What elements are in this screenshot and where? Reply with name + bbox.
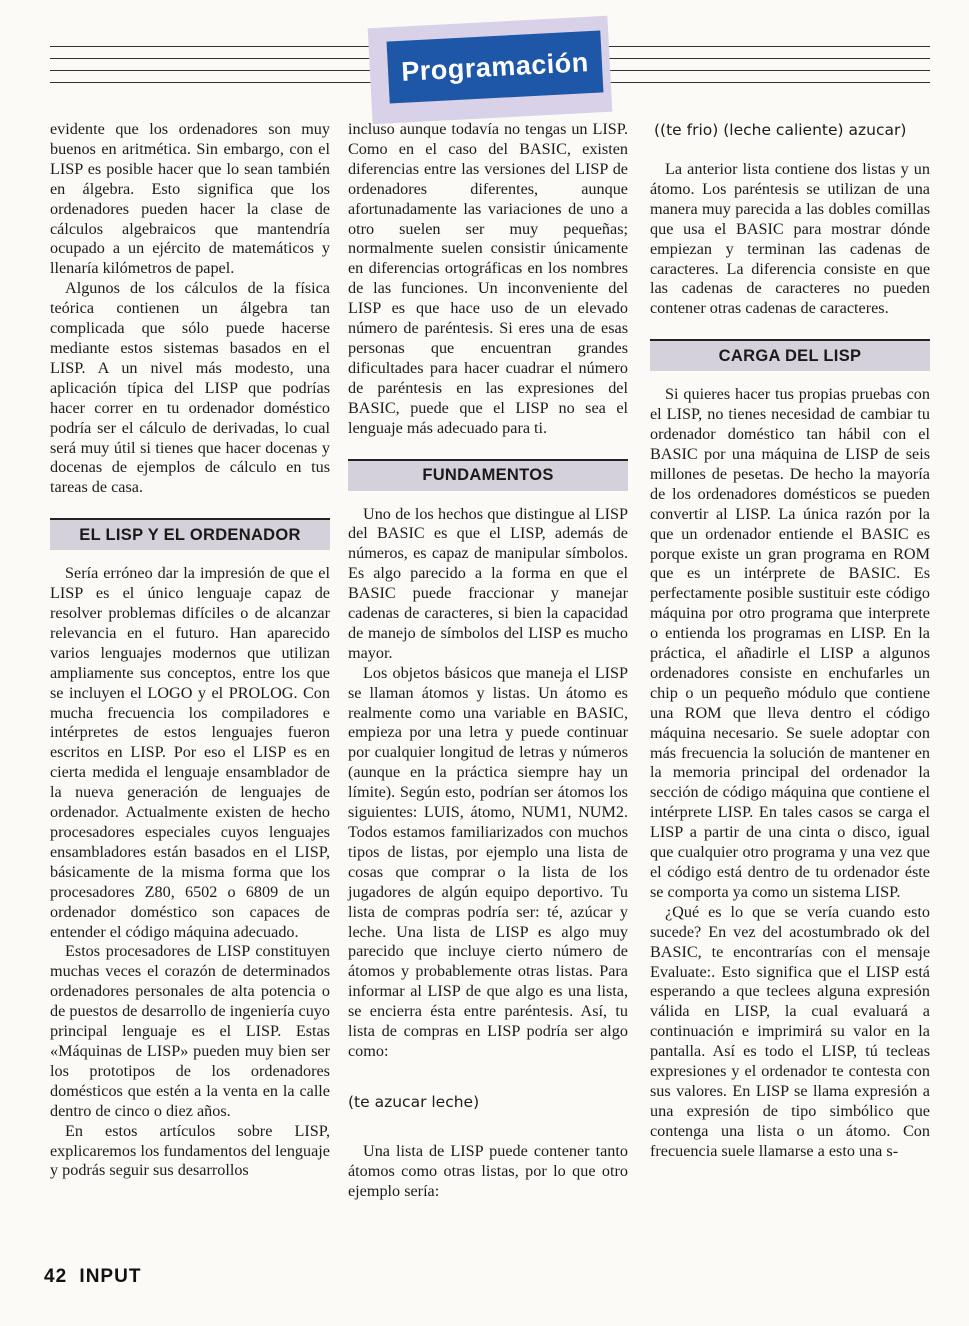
column-2	[348, 120, 628, 1202]
section-heading-lisp-ordenador: EL LISP Y EL ORDENADOR	[50, 518, 330, 550]
section-title: Programación	[400, 46, 590, 87]
section-banner	[387, 30, 604, 103]
paragraph: La anterior lista contiene dos listas y un átomo. Los paréntesis se utilizan de una manera muy parecida a las dobles comillas que usa el BASIC para mostrar dónde empiezan y terminan las cadenas de caracteres. La diferencia consiste en que las cadenas de caracteres no pueden contener otras cadenas de caracteres.	[650, 160, 930, 318]
code-example-list: (te azucar leche)	[348, 1092, 480, 1111]
paragraph: Estos procesadores de LISP constituyen muchas veces el corazón de determinados ordenadores personales de alta potencia o de puestos de desarrollo de ingeniería cuyo principal lenguaje es el LISP. Estas «Máquinas de LISP» pueden muy bien ser los prototipos de los ordenadores domésticos que estén a la venta en la calle dentro de cinco o diez años.	[50, 942, 330, 1120]
section-heading-fundamentos: FUNDAMENTOS	[348, 459, 628, 491]
column-1	[50, 120, 330, 1181]
magazine-name: INPUT	[79, 1266, 142, 1287]
paragraph: Uno de los hechos que distingue al LISP del BASIC es que el LISP, además de números, es capaz de manipular símbolos. Es algo parecido a la forma en que el BASIC puede fraccionar y manejar cadenas de caracteres, si bien la capacidad de manejo de símbolos del LISP es mucho mayor.	[348, 504, 628, 662]
column-3	[650, 120, 930, 1162]
paragraph: evidente que los ordenadores son muy buenos en aritmética. Sin embargo, con el LISP es posible hacer que lo sean también en álgebra. Esto significa que los ordenadores pueden hacer la clase de cálculos algebraicos que mantendría ocupado a un ejército de matemáticos y llenaría kilómetros de papel.	[50, 120, 330, 278]
page-footer	[44, 1266, 141, 1288]
paragraph: Algunos de los cálculos de la física teórica contienen un álgebra tan complicada que sólo puede hacerse mediante estos sistemas basados en el LISP. A un nivel más modesto, una aplicación típica del LISP que podrías hacer correr en tu ordenador doméstico podría ser el cálculo de derivadas, lo cual será muy útil si tienes que hacer docenas y docenas de ejemplos de cálculo en tus tareas de casa.	[50, 279, 330, 497]
header-rules-left	[50, 40, 380, 100]
paragraph: Una lista de LISP puede contener tanto átomos como otras listas, por lo que otro ejemplo sería:	[348, 1141, 628, 1200]
page-number: 42	[44, 1266, 68, 1287]
header-rules-right	[600, 40, 930, 100]
paragraph: En estos artículos sobre LISP, explicaremos los fundamentos del lenguaje y podrás seguir sus desarrollos	[50, 1121, 330, 1180]
paragraph: Si quieres hacer tus propias pruebas con el LISP, no tienes necesidad de cambiar tu ordenador doméstico tan hábil con el BASIC por una máquina de LISP de seis millones de pesetas. De hecho la mayoría de los ordenadores domésticos se pueden convertir al LISP. La única razón por la que un ordenador entiende el BASIC es porque existe un gran programa en ROM que es un intérprete de BASIC. Es perfectamente posible sustituir este código máquina por otro programa que interprete o entienda los programas en LISP. En la práctica, el añadirle el LISP a algunos ordenadores consiste en enchufarles un chip o un pequeño módulo que contiene una ROM que lleva dentro el código máquina necesario. Se suele adoptar con más frecuencia la solución de mantener en la memoria principal del ordenador la sección de código máquina que contiene el intérprete LISP. En tales casos se carga el LISP a partir de una cinta o disco, igual que cualquier otro programa y una vez que el código está dentro de tu ordenador éste se comporta ya como un sistema LISP.	[650, 385, 930, 901]
paragraph: Sería erróneo dar la impresión de que el LISP es el único lenguaje capaz de resolver problemas difíciles o de alcanzar relevancia en el futuro. Han aparecido varios lenguajes modernos que utilizan ampliamente sus conceptos, entre los que se incluyen el LOGO y el PROLOG. Con mucha frecuencia los compiladores e intérpretes de estos lenguajes fueron escritos en LISP. Por eso el LISP es en cierta medida el lenguaje ensamblador de la nueva generación de lenguajes de ordenador. Actualmente existen de hecho procesadores especiales cuyos lenguajes ensambladores están basados en el LISP, básicamente de la misma forma que los procesadores Z80, 6502 o 6809 de un ordenador doméstico son capaces de entender el código máquina adecuado.	[50, 564, 330, 941]
section-heading-carga-lisp: CARGA DEL LISP	[650, 339, 930, 371]
paragraph: ¿Qué es lo que se vería cuando esto sucede? En vez del acostumbrado ok del BASIC, te encontrarías con el mensaje Evaluate:. Esto significa que el LISP está esperando a que teclees alguna expresión válida en LISP, la cual evaluará a continuación e imprimirá su valor en la pantalla. Así es todo el LISP, tú tecleas expresiones y el ordenador te contesta con sus valores. En LISP se llama expresión a una expresión de tipo simbólico que contenga una lista o un átomo. Con frecuencia suele llamarse a esto una s-	[650, 902, 930, 1160]
code-example-nested-list: ((te frio) (leche caliente) azucar)	[654, 121, 907, 139]
paragraph: Los objetos básicos que maneja el LISP se llaman átomos y listas. Un átomo es realmente como una variable en BASIC, empieza por una letra y puede continuar por cualquier longitud de letras y números (aunque en la práctica siempre hay un límite). Según esto, podrían ser átomos los siguientes: LUIS, átomo, NUM1, NUM2. Todos estamos familiarizados con muchos tipos de listas, por ejemplo una lista de cosas que comprar o la lista de los jugadores de algún equipo deportivo. Tu lista de compras podría ser: té, azúcar y leche. Una lista de LISP es algo muy parecido que incluye cierto número de átomos y probablemente otras listas. Para informar al LISP de que algo es una lista, se encierra ésta entre paréntesis. Así, tu lista de compras en LISP podría ser algo como:	[348, 663, 628, 1060]
paragraph: incluso aunque todavía no tengas un LISP. Como en el caso del BASIC, existen diferencias entre las versiones del LISP de ordenadores diferentes, aunque afortunadamente las variaciones de uno a otro suelen ser muy pequeñas; normalmente suelen consistir únicamente en diferencias ortográficas en los nombres de las funciones. Un inconveniente del LISP es que hace uso de un elevado número de paréntesis. Si eres una de esas personas que encuentran grandes dificultades para hacer cuadrar el número de paréntesis en las expresiones del BASIC, puede que el LISP no sea el lenguaje más adecuado para ti.	[348, 120, 628, 437]
